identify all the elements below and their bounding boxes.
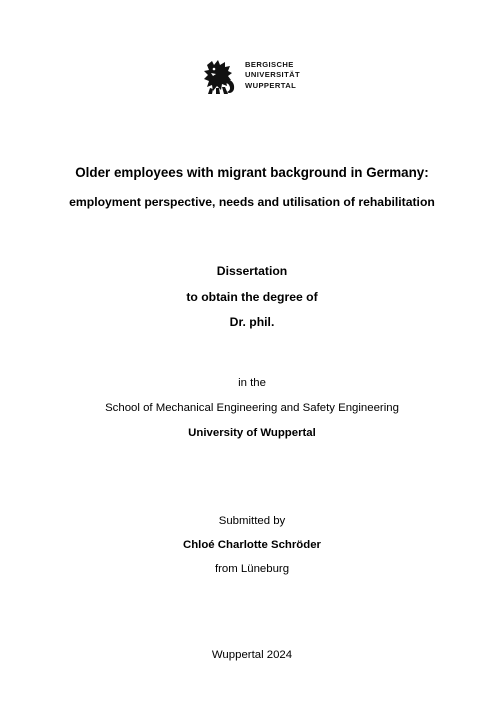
- logo-wordmark: [245, 60, 300, 91]
- submitted-by-label: Submitted by: [218, 515, 286, 527]
- university-name: University of Wuppertal: [188, 427, 316, 439]
- university-logo: [201, 57, 311, 97]
- lion-crest-icon: [201, 57, 241, 97]
- logo-line-2: UNIVERSITÄT: [245, 70, 301, 80]
- degree-purpose: to obtain the degree of: [186, 290, 318, 304]
- document-type: Dissertation: [216, 264, 288, 278]
- institution-prefix: in the: [238, 377, 266, 389]
- logo-line-1: BERGISCHE: [245, 60, 294, 69]
- thesis-title: Older employees with migrant background in Germany:: [75, 165, 429, 180]
- place-and-year: Wuppertal 2024: [211, 649, 293, 661]
- logo-line-3: WUPPERTAL: [245, 80, 297, 90]
- school-name: School of Mechanical Engineering and Safety Engineering: [105, 402, 399, 414]
- degree-name: Dr. phil.: [229, 315, 275, 329]
- author-name: Chloé Charlotte Schröder: [183, 539, 321, 551]
- thesis-subtitle: employment perspective, needs and utilisation of rehabilitation: [69, 195, 435, 209]
- author-origin: from Lüneburg: [214, 563, 290, 575]
